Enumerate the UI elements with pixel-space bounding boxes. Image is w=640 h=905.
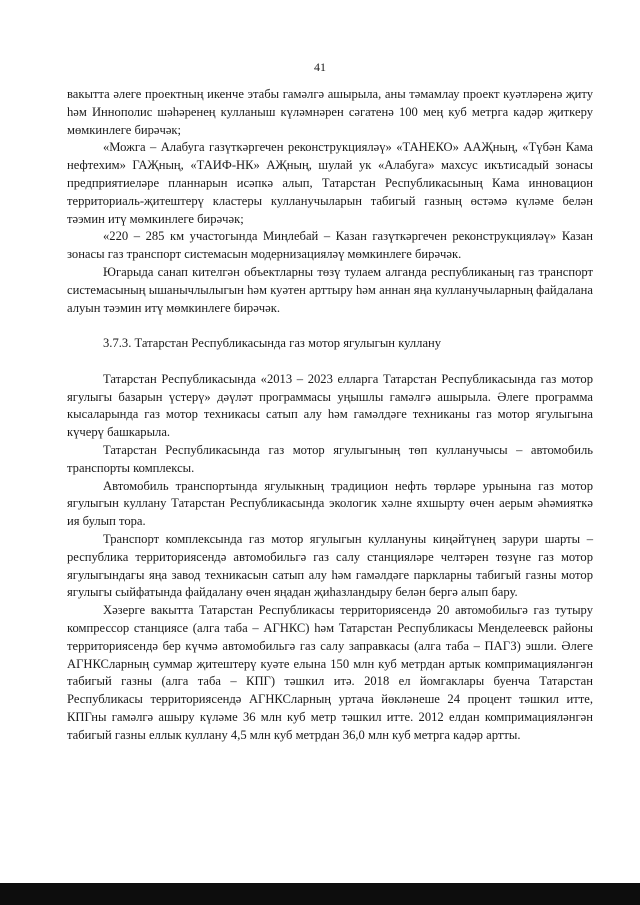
paragraph-network: Транспорт комплексында газ мотор ягулыгын куллануны киңәйтүнең зарури шарты – республика территориясендә автомобильгә газ салу станцияләре челтәрен төзүне газ мотор ягулыгындагы яңа завод техникасын сатып алу һәм гамәлдәге паркларны табигый газны мотор ягулыгы сыйфатында файдалану өчен яңадан җиһазландыру белән бергә алып бару. (67, 531, 593, 600)
page-number: 41 (314, 60, 326, 74)
scan-bottom-edge (0, 883, 640, 905)
paragraph-mozhga-alabuga: «Можга – Алабуга газүткәргечен реконструкцияләү» «ТАНЕКО» ААҖның, «Түбән Кама нефтехим» ГАҖның, «ТАИФ-НК» АҖның, шулай ук «Алабуга» махсус икътисадый зонасы предприятиеләре планнарын исәпкә алып, Татарстан Республикасының Кама инновацион территориаль-җитештерү кластеры кулланучыларын табигый газның өстәмә күләме белән тәэмин итү мөмкинлеге бирәчәк; (67, 140, 593, 226)
paragraph-ecology: Автомобиль транспортында ягулыкның традицион нефть төрләре урынына газ мотор ягулыгын куллану Татарстан Республикасында экологик хәлне яхшырту өчен аерым әһәмияткә ия булып тора. (67, 478, 593, 529)
paragraph-summary: Югарыда санап кителгән объектларны төзү тулаем алганда республиканың газ транспорт системасының ышанычлылыгын һәм куәтен арттыру һәм аннан яңа кулланучыларның файдалана алуын тәэмин итү мөмкинлеге бирәчәк. (67, 264, 593, 315)
paragraph-minlebai-kazan: «220 – 285 км участогында Миңлебай – Казан газүткәргечен реконструкцияләү» Казан зонасы газ транспорт системасын модернизацияләү мөмкинлеге бирәчәк. (67, 229, 593, 262)
paragraph-main-consumer: Татарстан Республикасында газ мотор ягулыгының төп кулланучысы – автомобиль транспорты комплексы. (67, 442, 593, 475)
section-heading: 3.7.3. Татарстан Республикасында газ мотор ягулыгын куллану (103, 336, 442, 351)
paragraph-stations: Хәзерге вакытта Татарстан Республикасы территориясендә 20 автомобильгә газ тутыру компрессор станциясе (алга таба – АГНКС) һәм Татарстан Республикасы Менделеевск районы территориясендә бер күчмә автомобильгә газ салу заправкасы (алга таба – ПАГЗ) эшли. Әлеге АГНКСларның суммар җитештерү куәте елына 150 млн куб метрдан артык компримацияләнгән табигый газны (алга таба – КПГ) тәшкил итә. 2018 ел йомгаклары буенча Татарстан Республикасы территориясендә АГНКСларның уртача йөкләнеше 24 процент тәшкил итте, КПГны гамәлгә ашыру күләме 36 млн куб метр тәшкил итте. 2012 елдан компримацияләнгән табигый газны еллык куллану 4,5 млн куб метрдан 36,0 млн куб метрга кадәр артты. (67, 603, 593, 742)
document-body (67, 86, 593, 744)
paragraph-continuation: вакытта әлеге проектның икенче этабы гамәлгә ашырыла, аны тәмамлау проект куәтләренә җиту һәм Иннополис шәһәренең кулланыш күләмнәрен сәгатенә 100 мең куб метрга кадәр җиткеру мөмкинлеге бирәчәк; (67, 87, 593, 137)
paragraph-program: Татарстан Республикасында «2013 – 2023 елларга Татарстан Республикасында газ мотор ягулыгы базарын үстерү» дәүләт программасы уңышлы гамәлгә ашырыла. Әлеге программа кысаларында газ мотор техникасы сатып алу һәм гамәлдәге техниканы газ мотор ягулыгына күчерү башкарыла. (67, 371, 593, 440)
